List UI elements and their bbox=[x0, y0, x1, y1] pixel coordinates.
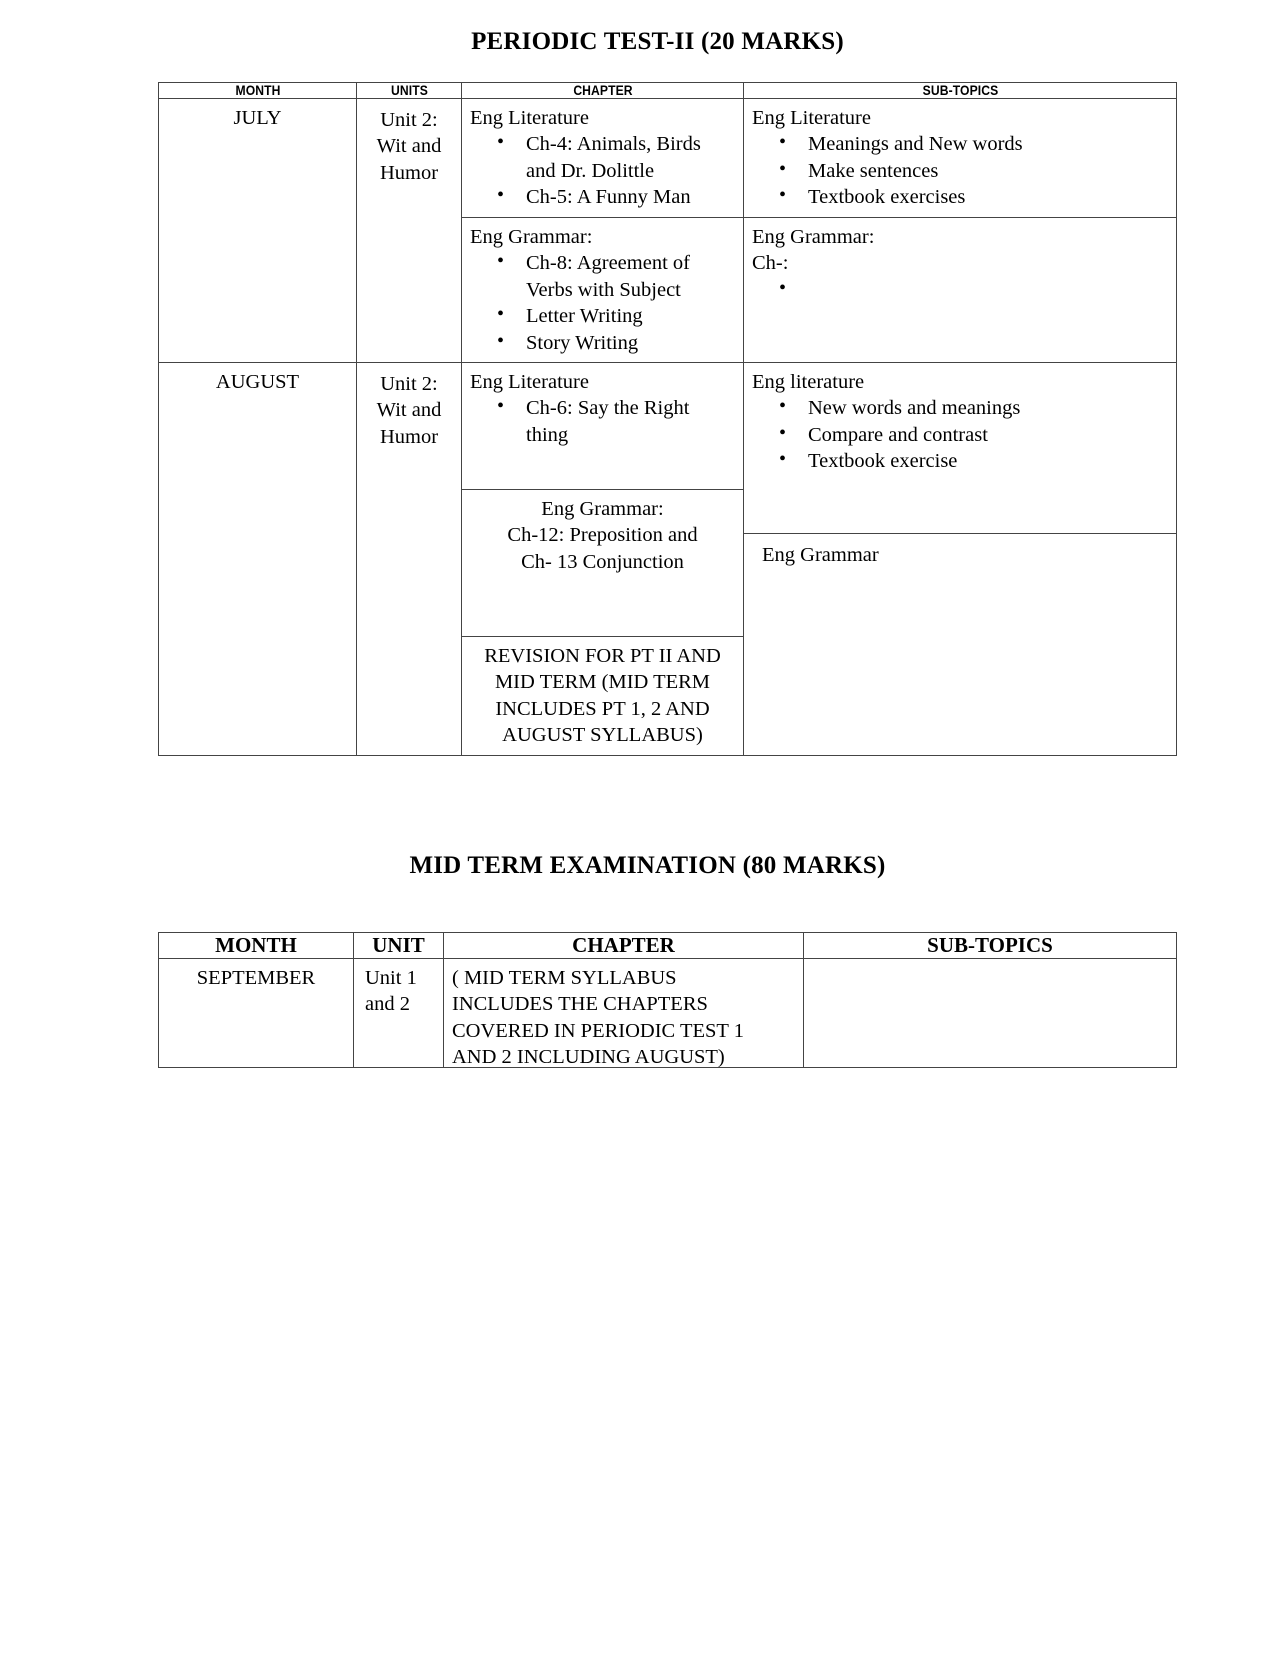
chapter-subcell-stack-august bbox=[462, 363, 743, 755]
cell-month-august bbox=[159, 362, 357, 755]
chapter-text-september bbox=[444, 959, 803, 1067]
subtopics-subcell-grammar-july bbox=[744, 217, 1176, 342]
subtopics-literature-list-august bbox=[752, 395, 1168, 474]
table-row-august bbox=[159, 362, 1177, 755]
chapter-subcell-stack-july bbox=[462, 99, 743, 362]
chapter-literature-list-july bbox=[470, 131, 735, 210]
periodic-test-title: PERIODIC TEST-II (20 MARKS) bbox=[471, 28, 844, 55]
subtopics-grammar-chapter-july: Ch-: bbox=[752, 252, 789, 275]
subtopics-literature-block-july bbox=[744, 99, 1176, 217]
list-item bbox=[808, 277, 1168, 303]
cell-month-september bbox=[159, 958, 354, 1067]
list-item: • Textbook exercise bbox=[808, 448, 1168, 474]
periodic-test-table bbox=[158, 82, 1177, 756]
units-line-2: Wit and bbox=[376, 135, 442, 158]
header-month: MONTH bbox=[168, 83, 346, 99]
chapter-subcell-grammar-july bbox=[462, 217, 743, 362]
units-line-3: Humor bbox=[379, 425, 439, 448]
subtopics-literature-lead-july: Eng Literature bbox=[752, 107, 871, 129]
subtopics-subcell-grammar-august bbox=[744, 533, 1176, 736]
revision-line-4: AUGUST SYLLABUS) bbox=[502, 724, 703, 747]
mid-term-title: MID TERM EXAMINATION (80 MARKS) bbox=[409, 851, 886, 879]
header-subtopics: SUB-TOPICS bbox=[765, 83, 1155, 99]
cell-chapter-august bbox=[462, 362, 744, 755]
units-line-1: Unit 2: bbox=[380, 372, 438, 395]
chapter-line-3: COVERED IN PERIODIC TEST 1 bbox=[452, 1019, 744, 1042]
chapter-revision-block-august bbox=[462, 637, 743, 755]
unit-label-september bbox=[354, 959, 443, 1024]
chapter-grammar-block-july bbox=[462, 218, 743, 362]
header-subtopics: SUB-TOPICS bbox=[804, 932, 1177, 958]
cell-units-august bbox=[357, 362, 462, 755]
month-label-september: SEPTEMBER bbox=[196, 966, 316, 989]
chapter-grammar-line-2: Ch-12: Preposition and bbox=[507, 524, 698, 547]
table-row-july bbox=[159, 99, 1177, 363]
header-chapter: CHAPTER bbox=[476, 83, 730, 99]
subtopics-subcell-stack-august bbox=[744, 363, 1176, 736]
cell-unit-september bbox=[354, 958, 444, 1067]
list-item: • Compare and contrast bbox=[808, 422, 1168, 448]
units-label-august bbox=[357, 363, 461, 450]
section-gap bbox=[0, 756, 1275, 852]
units-line-3: Humor bbox=[379, 161, 439, 184]
chapter-grammar-line-3: Ch- 13 Conjunction bbox=[521, 550, 684, 573]
list-item: • Textbook exercises bbox=[808, 184, 1168, 210]
chapter-literature-block-july bbox=[462, 99, 743, 217]
cell-chapter-september bbox=[444, 958, 804, 1067]
cell-chapter-july bbox=[462, 99, 744, 363]
units-line-1: Unit 2: bbox=[380, 109, 438, 131]
list-item: • Ch-8: Agreement of Verbs with Subject bbox=[526, 250, 735, 303]
list-item: • Letter Writing bbox=[526, 303, 735, 329]
subtopics-subcell-stack-july bbox=[744, 99, 1176, 342]
list-item: • New words and meanings bbox=[808, 395, 1168, 421]
title-table-spacer-1 bbox=[0, 56, 1275, 82]
list-item: • Meanings and New words bbox=[808, 131, 1168, 157]
unit-line-2: and 2 bbox=[365, 993, 410, 1016]
chapter-literature-list-august bbox=[470, 395, 735, 448]
subtopics-literature-block-august bbox=[744, 363, 1176, 481]
revision-line-2: MID TERM (MID TERM bbox=[494, 671, 711, 694]
chapter-subcell-grammar-august bbox=[462, 489, 743, 636]
unit-line-1: Unit 1 bbox=[365, 966, 417, 989]
chapter-grammar-line-1: Eng Grammar: bbox=[541, 497, 664, 520]
chapter-literature-lead-july: Eng Literature bbox=[470, 107, 589, 129]
subtopics-text-september bbox=[804, 959, 1176, 971]
header-chapter: CHAPTER bbox=[444, 932, 804, 958]
subtopics-grammar-list-july bbox=[752, 277, 1168, 303]
subtopics-grammar-lead-august: Eng Grammar bbox=[762, 543, 879, 566]
chapter-grammar-list-july bbox=[470, 250, 735, 356]
cell-units-july bbox=[357, 99, 462, 363]
revision-line-3: INCLUDES PT 1, 2 AND bbox=[495, 697, 710, 720]
chapter-subcell-revision-august bbox=[462, 636, 743, 754]
list-item: • Ch-5: A Funny Man bbox=[526, 184, 735, 210]
revision-line-1: REVISION FOR PT II AND bbox=[484, 644, 721, 667]
header-units: UNITS bbox=[362, 83, 457, 99]
chapter-line-1: ( MID TERM SYLLABUS bbox=[452, 966, 677, 989]
header-month: MONTH bbox=[159, 932, 354, 958]
subtopics-subcell-literature-august bbox=[744, 363, 1176, 534]
table-header-row bbox=[159, 932, 1177, 958]
cell-subtopics-august bbox=[744, 362, 1177, 755]
chapter-line-4: AND 2 INCLUDING AUGUST) bbox=[452, 1046, 725, 1068]
table-header-row bbox=[159, 83, 1177, 99]
chapter-grammar-lead-july: Eng Grammar: bbox=[470, 225, 593, 248]
list-item: • Ch-4: Animals, Birds and Dr. Dolittle bbox=[526, 131, 735, 184]
list-item: • Ch-6: Say the Right thing bbox=[526, 395, 735, 448]
units-label-july bbox=[357, 99, 461, 186]
header-unit: UNIT bbox=[354, 932, 444, 958]
month-label-august: AUGUST bbox=[215, 370, 300, 393]
document-page bbox=[0, 28, 1275, 1678]
chapter-subcell-literature-july bbox=[462, 99, 743, 217]
subtopics-grammar-lead-july: Eng Grammar: bbox=[752, 225, 875, 248]
subtopics-literature-lead-august: Eng literature bbox=[752, 370, 865, 393]
subtopics-grammar-block-july bbox=[744, 218, 1176, 309]
cell-subtopics-july bbox=[744, 99, 1177, 363]
list-item: • Story Writing bbox=[526, 330, 735, 356]
title-table-spacer-2 bbox=[0, 880, 1275, 932]
chapter-line-2: INCLUDES THE CHAPTERS bbox=[452, 993, 708, 1016]
table-row-september bbox=[159, 958, 1177, 1067]
chapter-grammar-block-august bbox=[462, 490, 743, 581]
cell-month-july bbox=[159, 99, 357, 363]
subtopics-grammar-block-august bbox=[744, 534, 1176, 574]
mid-term-table bbox=[158, 932, 1177, 1068]
chapter-literature-lead-august: Eng Literature bbox=[470, 370, 589, 393]
subtopics-literature-list-july bbox=[752, 131, 1168, 210]
month-label-july: JULY bbox=[233, 107, 282, 129]
cell-subtopics-september bbox=[804, 958, 1177, 1067]
chapter-literature-block-august bbox=[462, 363, 743, 454]
list-item: • Make sentences bbox=[808, 158, 1168, 184]
units-line-2: Wit and bbox=[376, 399, 442, 422]
subtopics-subcell-literature-july bbox=[744, 99, 1176, 217]
chapter-subcell-literature-august bbox=[462, 363, 743, 490]
